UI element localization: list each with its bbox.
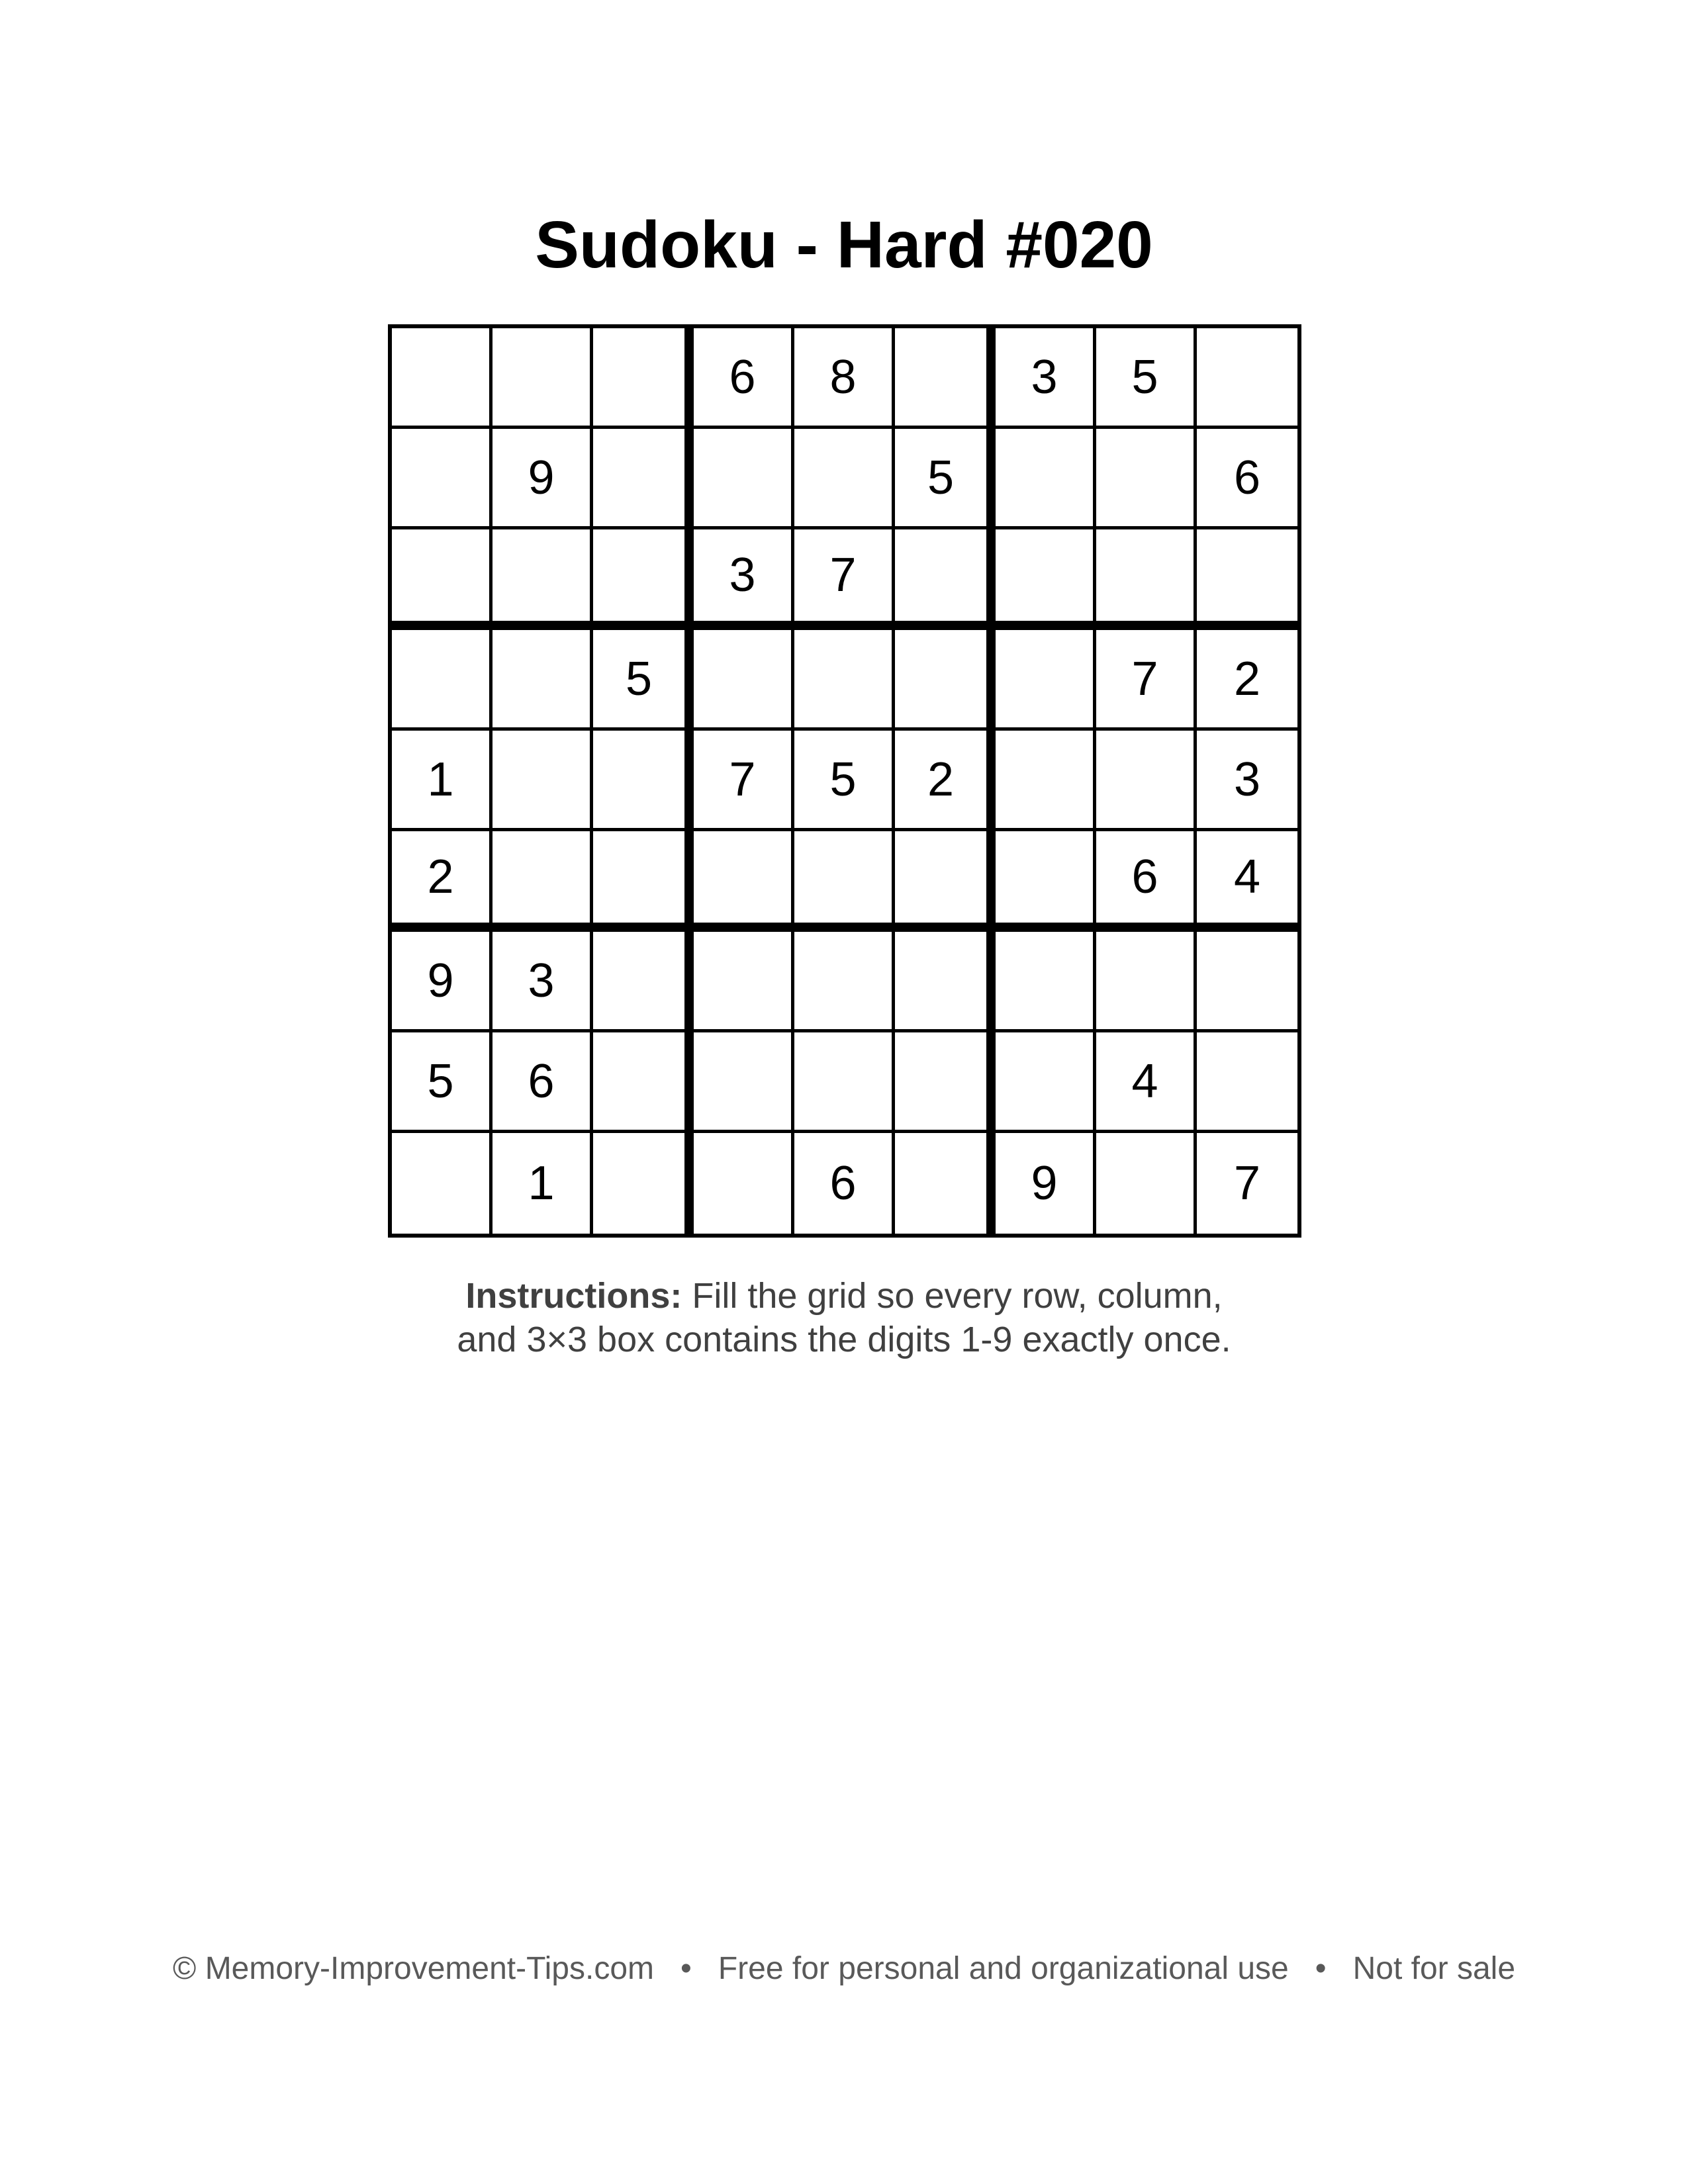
sudoku-cell-r3c2[interactable] xyxy=(492,529,593,630)
sudoku-cell-r4c9: 2 xyxy=(1197,630,1297,731)
sudoku-cell-r6c7[interactable] xyxy=(996,831,1096,932)
sudoku-cell-r5c4: 7 xyxy=(694,731,794,831)
sudoku-cell-r9c1[interactable] xyxy=(392,1133,492,1234)
sudoku-cell-r5c1: 1 xyxy=(392,731,492,831)
sudoku-cell-r7c3[interactable] xyxy=(593,932,694,1032)
instructions-line-2: and 3×3 box contains the digits 1-9 exactly once. xyxy=(457,1320,1231,1359)
sudoku-cell-r6c4[interactable] xyxy=(694,831,794,932)
sudoku-cell-r2c9: 6 xyxy=(1197,429,1297,529)
sudoku-cell-r8c2: 6 xyxy=(492,1032,593,1133)
sudoku-cell-r9c5: 6 xyxy=(794,1133,895,1234)
sudoku-cell-r6c1: 2 xyxy=(392,831,492,932)
sudoku-cell-r9c6[interactable] xyxy=(895,1133,996,1234)
sudoku-cell-r7c2: 3 xyxy=(492,932,593,1032)
footer-sale: Not for sale xyxy=(1352,1951,1516,1986)
footer-separator: • xyxy=(1315,1951,1327,1986)
sudoku-cell-r2c1[interactable] xyxy=(392,429,492,529)
sudoku-cell-r5c9: 3 xyxy=(1197,731,1297,831)
footer-separator: • xyxy=(680,1951,692,1986)
sudoku-cell-r3c5: 7 xyxy=(794,529,895,630)
sudoku-cell-r8c4[interactable] xyxy=(694,1032,794,1133)
sudoku-cell-r3c8[interactable] xyxy=(1096,529,1197,630)
sudoku-cell-r9c7: 9 xyxy=(996,1133,1096,1234)
sudoku-cell-r2c5[interactable] xyxy=(794,429,895,529)
sudoku-cell-r6c3[interactable] xyxy=(593,831,694,932)
sudoku-cell-r8c3[interactable] xyxy=(593,1032,694,1133)
sudoku-cell-r4c4[interactable] xyxy=(694,630,794,731)
sudoku-cell-r1c1[interactable] xyxy=(392,328,492,429)
sudoku-cell-r8c9[interactable] xyxy=(1197,1032,1297,1133)
sudoku-cell-r4c1[interactable] xyxy=(392,630,492,731)
sudoku-cell-r9c4[interactable] xyxy=(694,1133,794,1234)
sudoku-cell-r7c4[interactable] xyxy=(694,932,794,1032)
sudoku-cell-r7c1: 9 xyxy=(392,932,492,1032)
sudoku-cell-r4c2[interactable] xyxy=(492,630,593,731)
sudoku-cell-r4c7[interactable] xyxy=(996,630,1096,731)
sudoku-cell-r1c5: 8 xyxy=(794,328,895,429)
sudoku-cell-r5c2[interactable] xyxy=(492,731,593,831)
sudoku-cell-r1c4: 6 xyxy=(694,328,794,429)
sudoku-cell-r6c5[interactable] xyxy=(794,831,895,932)
sudoku-cell-r2c4[interactable] xyxy=(694,429,794,529)
sudoku-cell-r6c6[interactable] xyxy=(895,831,996,932)
sudoku-cell-r1c9[interactable] xyxy=(1197,328,1297,429)
instructions-line-1: Fill the grid so every row, column, xyxy=(692,1276,1223,1316)
sudoku-cell-r4c6[interactable] xyxy=(895,630,996,731)
sudoku-cell-r8c1: 5 xyxy=(392,1032,492,1133)
sudoku-cell-r1c7: 3 xyxy=(996,328,1096,429)
sudoku-cell-r7c8[interactable] xyxy=(1096,932,1197,1032)
sudoku-cell-r1c6[interactable] xyxy=(895,328,996,429)
sudoku-cell-r5c7[interactable] xyxy=(996,731,1096,831)
instructions-label: Instructions: xyxy=(465,1276,682,1316)
sudoku-cell-r4c3: 5 xyxy=(593,630,694,731)
sudoku-cell-r6c9: 4 xyxy=(1197,831,1297,932)
sudoku-cell-r7c5[interactable] xyxy=(794,932,895,1032)
sudoku-grid xyxy=(388,324,1301,1238)
sudoku-cell-r4c8: 7 xyxy=(1096,630,1197,731)
sudoku-cell-r3c1[interactable] xyxy=(392,529,492,630)
sudoku-cell-r8c6[interactable] xyxy=(895,1032,996,1133)
sudoku-cell-r4c5[interactable] xyxy=(794,630,895,731)
sudoku-cell-r3c4: 3 xyxy=(694,529,794,630)
sudoku-cell-r8c7[interactable] xyxy=(996,1032,1096,1133)
sudoku-cell-r2c8[interactable] xyxy=(1096,429,1197,529)
sudoku-cell-r2c7[interactable] xyxy=(996,429,1096,529)
sudoku-cell-r3c9[interactable] xyxy=(1197,529,1297,630)
footer-copyright: © Memory-Improvement-Tips.com xyxy=(172,1951,655,1986)
sudoku-cell-r1c3[interactable] xyxy=(593,328,694,429)
sudoku-cell-r9c3[interactable] xyxy=(593,1133,694,1234)
sudoku-cell-r6c2[interactable] xyxy=(492,831,593,932)
sudoku-cell-r2c2: 9 xyxy=(492,429,593,529)
sudoku-cell-r7c9[interactable] xyxy=(1197,932,1297,1032)
sudoku-cell-r5c6: 2 xyxy=(895,731,996,831)
sudoku-cell-r6c8: 6 xyxy=(1096,831,1197,932)
sudoku-cell-r9c9: 7 xyxy=(1233,1157,1261,1210)
sudoku-cell-r5c3[interactable] xyxy=(593,731,694,831)
footer xyxy=(0,1949,1688,1989)
sudoku-cell-r9c2: 1 xyxy=(492,1133,593,1234)
sudoku-cell-r1c8: 5 xyxy=(1096,328,1197,429)
sudoku-cell-r1c2[interactable] xyxy=(492,328,593,429)
sudoku-cell-r2c3[interactable] xyxy=(593,429,694,529)
sudoku-cell-r7c6[interactable] xyxy=(895,932,996,1032)
footer-usage: Free for personal and organizational use xyxy=(718,1951,1289,1986)
instructions xyxy=(0,1274,1688,1361)
sudoku-cell-r5c5: 5 xyxy=(794,731,895,831)
sudoku-cell-r3c7[interactable] xyxy=(996,529,1096,630)
sudoku-cell-r7c7[interactable] xyxy=(996,932,1096,1032)
sudoku-cell-r5c8[interactable] xyxy=(1096,731,1197,831)
sudoku-cell-r9c8[interactable] xyxy=(1096,1133,1197,1234)
sudoku-cell-r3c3[interactable] xyxy=(593,529,694,630)
sudoku-cell-r3c6[interactable] xyxy=(895,529,996,630)
page-title: Sudoku - Hard #020 xyxy=(535,208,1153,282)
sudoku-cell-r8c8: 4 xyxy=(1096,1032,1197,1133)
sudoku-cell-r8c5[interactable] xyxy=(794,1032,895,1133)
sudoku-cell-r2c6: 5 xyxy=(895,429,996,529)
